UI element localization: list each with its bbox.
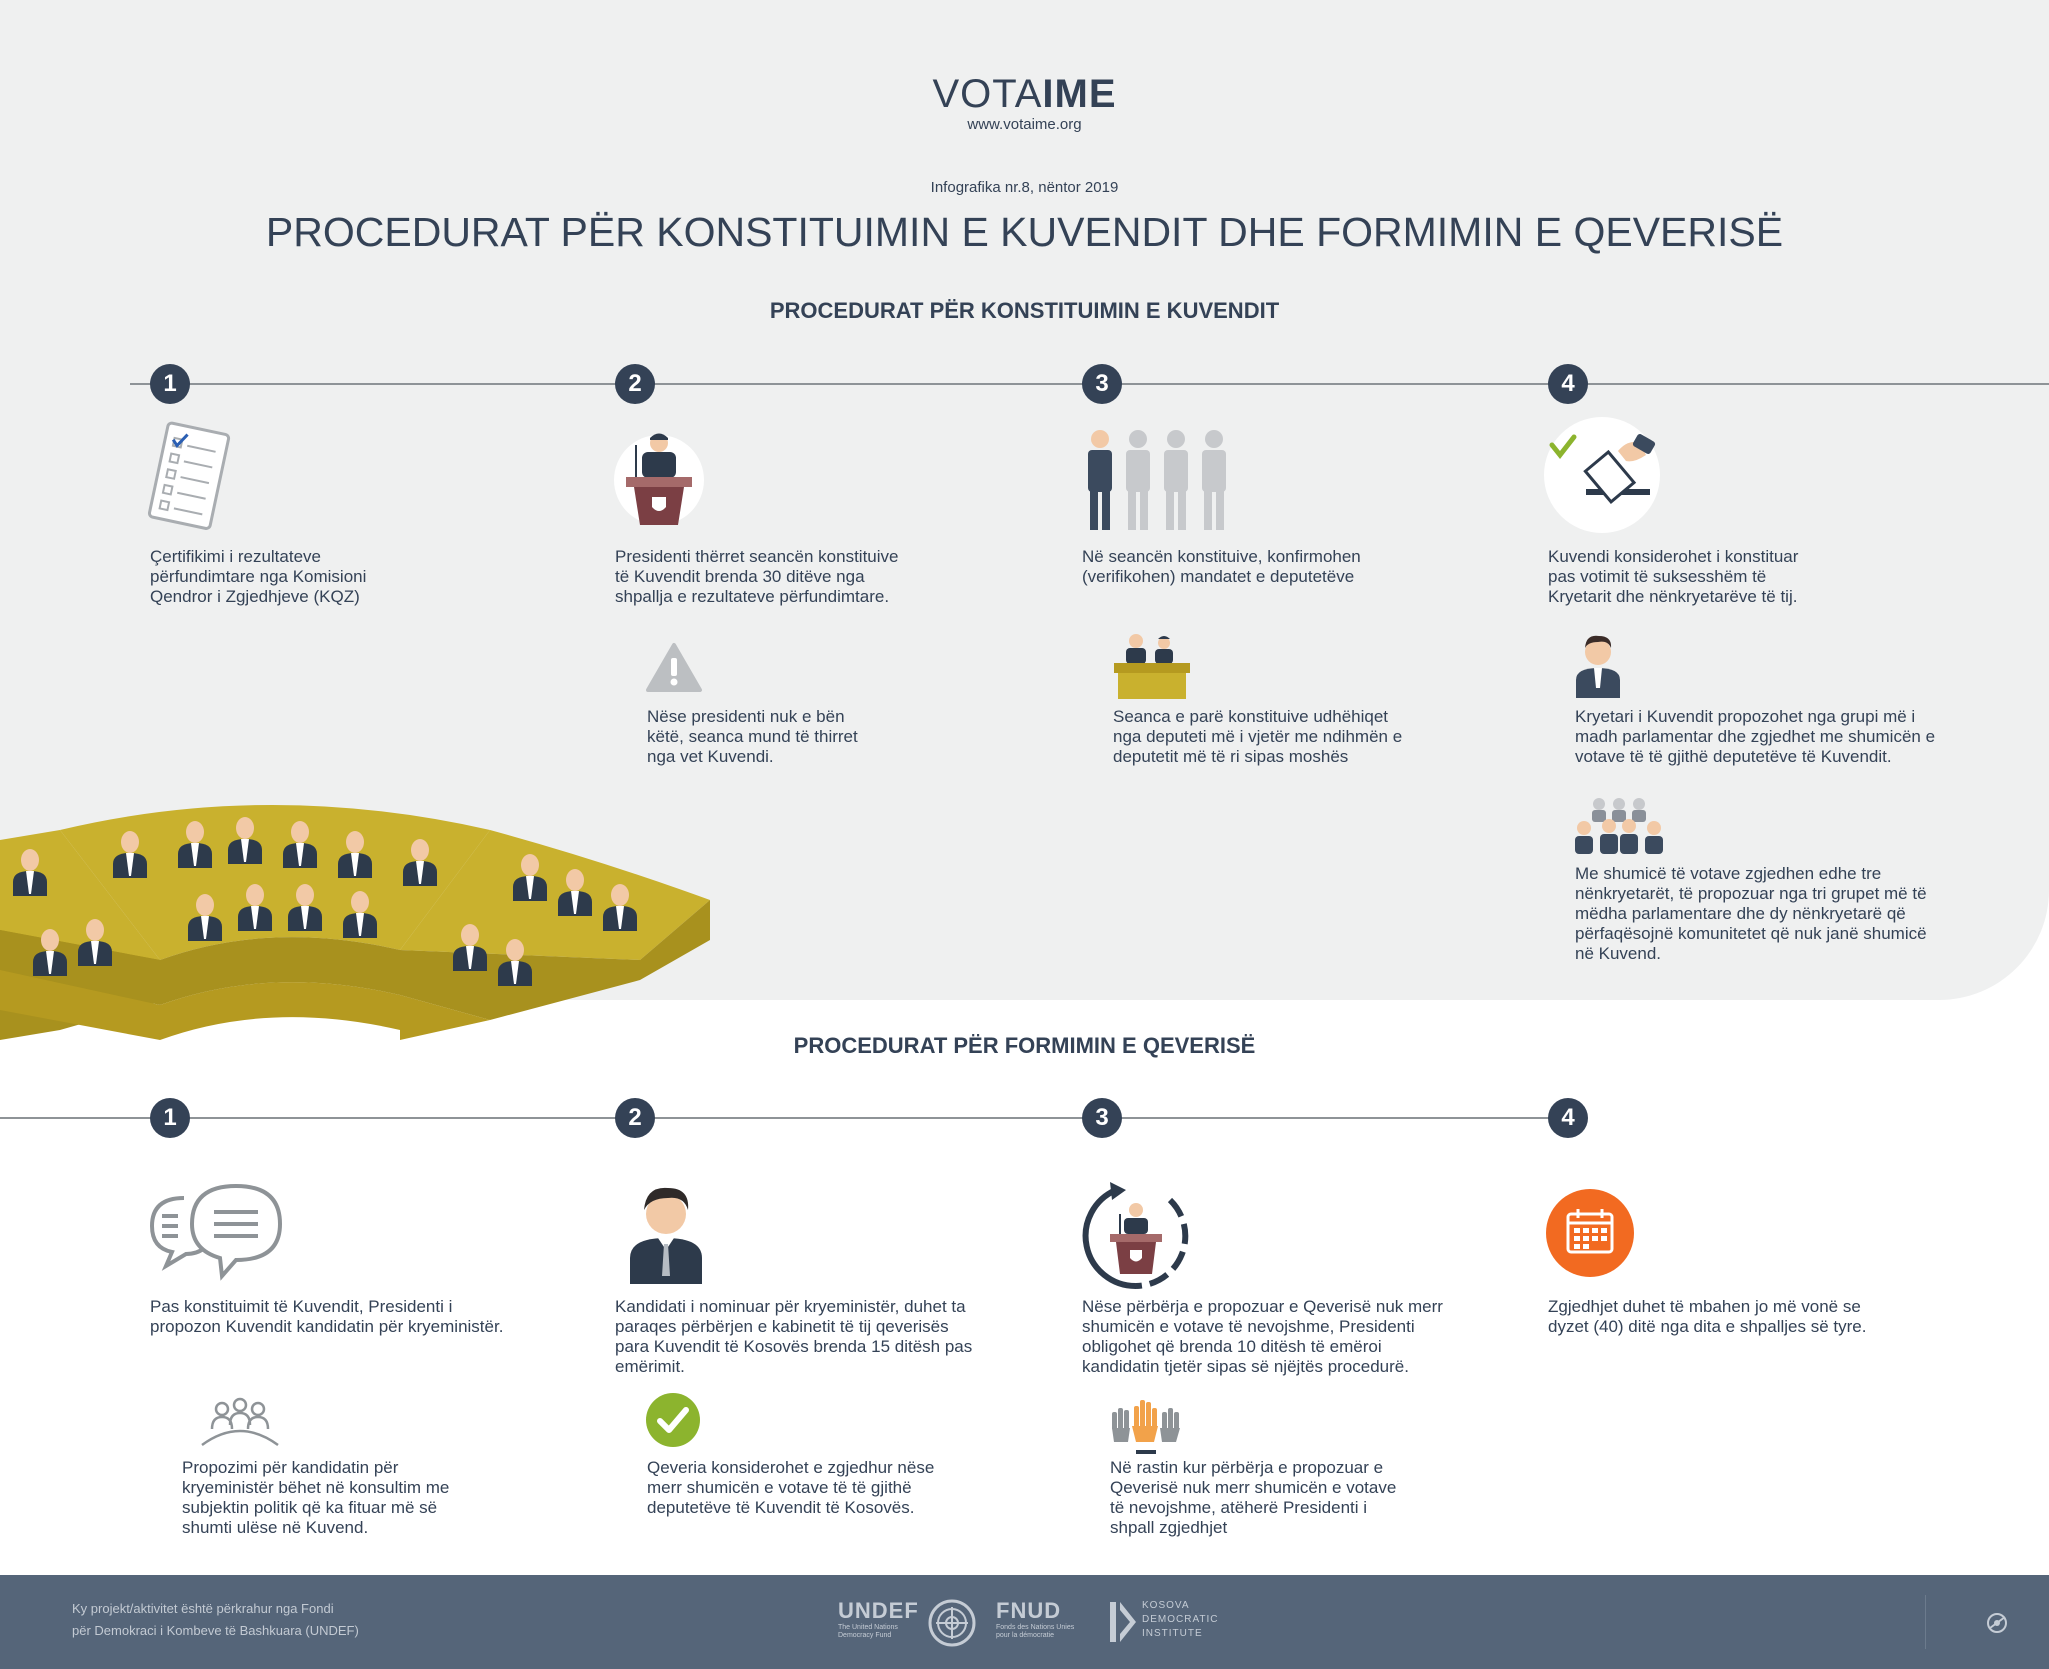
government-step-1-text: Pas konstituimit të Kuvendit, Presidenti i propozon Kuvendit kandidatin për kryeministër. [150,1297,504,1336]
government-timeline [0,1117,1565,1119]
government-note-1-text: Propozimi për kandidatin për kryeministër bëhet në konsultim me subjektin politik që ka fituar më së shumti ulëse në Kuvend. [182,1458,450,1537]
assembly-step-4-number: 4 [1548,364,1588,404]
corner-logo-icon [1985,1611,2009,1640]
undef-logo: UNDEF The United Nations Democracy Fund [838,1598,919,1639]
government-section-title: PROCEDURAT PËR FORMIMIN E QEVERISË [793,1033,1256,1058]
fnud-logo: FNUD Fonds des Nations Unies pour la démocratie [996,1598,1075,1639]
assembly-step-2-text: Presidenti thërret seancën konstituive të Kuvendit brenda 30 ditëve nga shpallja e rezultateve përfundimtare. [615,547,899,606]
page-title: PROCEDURAT PËR KONSTITUIMIN E KUVENDIT DHE FORMIMIN E QEVERISË [265,209,1784,255]
assembly-note-4-text: Me shumicë të votave zgjedhen edhe tre nënkryetarët, të propozuar nga tri grupet më të mëdha parlamentare dhe dy nënkryetarë që përfaqësojnë komunitetet që nuk janë shumicë në Kuvend. [1575,864,1927,963]
footer-divider [1925,1595,1926,1649]
website-url[interactable]: www.votaime.org [967,116,1082,133]
issue-label: Infografika nr.8, nëntor 2019 [930,179,1119,196]
logo: VOTAIME [932,72,1117,116]
consultation-icon [198,1395,282,1454]
deputies-icon [1080,428,1232,538]
government-note-2-text: Qeveria konsiderohet e zgjedhur nëse merr shumicën e votave të të gjithë deputetëve të Kuvendit të Kosovës. [647,1458,935,1517]
government-step-4-number: 4 [1548,1098,1588,1138]
president-podium-icon [612,425,707,530]
check-circle-icon [645,1392,701,1453]
group-icon [1572,796,1666,861]
assembly-note-3-text: Kryetari i Kuvendit propozohet nga grupi më i madh parlamentar dhe zgjedhet me shumicën e votave të të gjithë deputetëve të Kuvendit. [1575,707,1936,766]
government-note-3-text: Në rastin kur përbërja e propozuar e Qeverisë nuk merr shumicën e votave të nevojshme, atëherë Presidenti i shpall zgjedhjet [1110,1458,1397,1537]
government-step-2-number: 2 [615,1098,655,1138]
footer-funding-text: Ky projekt/aktivitet është përkrahur nga Fondi për Demokraci i Kombeve të Bashkuara (UNDEF) [72,1601,359,1638]
government-step-3-number: 3 [1082,1098,1122,1138]
kdi-mark-icon [1108,1600,1138,1649]
repeat-podium-icon [1080,1180,1192,1297]
un-emblem-icon [926,1597,978,1654]
candidate-icon [628,1180,704,1289]
government-step-3-text: Nëse përbërja e propozuar e Qeverisë nuk merr shumicën e votave të nevojshme, Presidenti obligohet që brenda 10 ditësh të emëroi kandidatin tjetër sipas së njëjtës procedurë. [1082,1297,1443,1376]
warning-icon [645,642,703,699]
calendar-icon [1545,1188,1635,1283]
raised-hands-icon [1110,1398,1182,1461]
speaker-icon [1572,632,1624,703]
assembly-step-1-number: 1 [150,364,190,404]
assembly-step-1-text: Çertifikimi i rezultateve përfundimtare nga Komisioni Qendror i Zgjedhjeve (KQZ) [150,547,367,606]
assembly-step-3-number: 3 [1082,364,1122,404]
kdi-logo: KOSOVA DEMOCRATIC INSTITUTE [1142,1600,1219,1639]
assembly-step-2-number: 2 [615,364,655,404]
parliament-illustration [0,790,720,1055]
presiding-desk-icon [1112,633,1192,704]
assembly-note-1-text: Nëse presidenti nuk e bën këtë, seanca mund të thirret nga vet Kuvendi. [647,707,858,766]
assembly-step-4-text: Kuvendi konsiderohet i konstituar pas votimit të suksesshëm të Kryetarit dhe nënkryetarëve të tij. [1548,547,1799,606]
government-step-2-text: Kandidati i nominuar për kryeministër, duhet ta paraqes përbërjen e kabinetit të tij qeverisës para Kuvendit të Kosovës brenda 15 ditësh pas emërimit. [615,1297,973,1376]
assembly-section-title: PROCEDURAT PËR KONSTITUIMIN E KUVENDIT [769,298,1280,323]
checklist-icon [140,420,240,537]
government-step-1-number: 1 [150,1098,190,1138]
government-step-4-text: Zgjedhjet duhet të mbahen jo më vonë se dyzet (40) ditë nga dita e shpalljes së tyre. [1548,1297,1867,1336]
assembly-note-2-text: Seanca e parë konstituive udhëhiqet nga deputeti më i vjetër me ndihmën e deputetit më të ri sipas moshës [1113,707,1403,766]
ballot-vote-icon [1542,415,1662,540]
assembly-step-3-text: Në seancën konstituive, konfirmohen (verifikohen) mandatet e deputetëve [1082,547,1361,586]
speech-bubbles-icon [148,1182,284,1287]
